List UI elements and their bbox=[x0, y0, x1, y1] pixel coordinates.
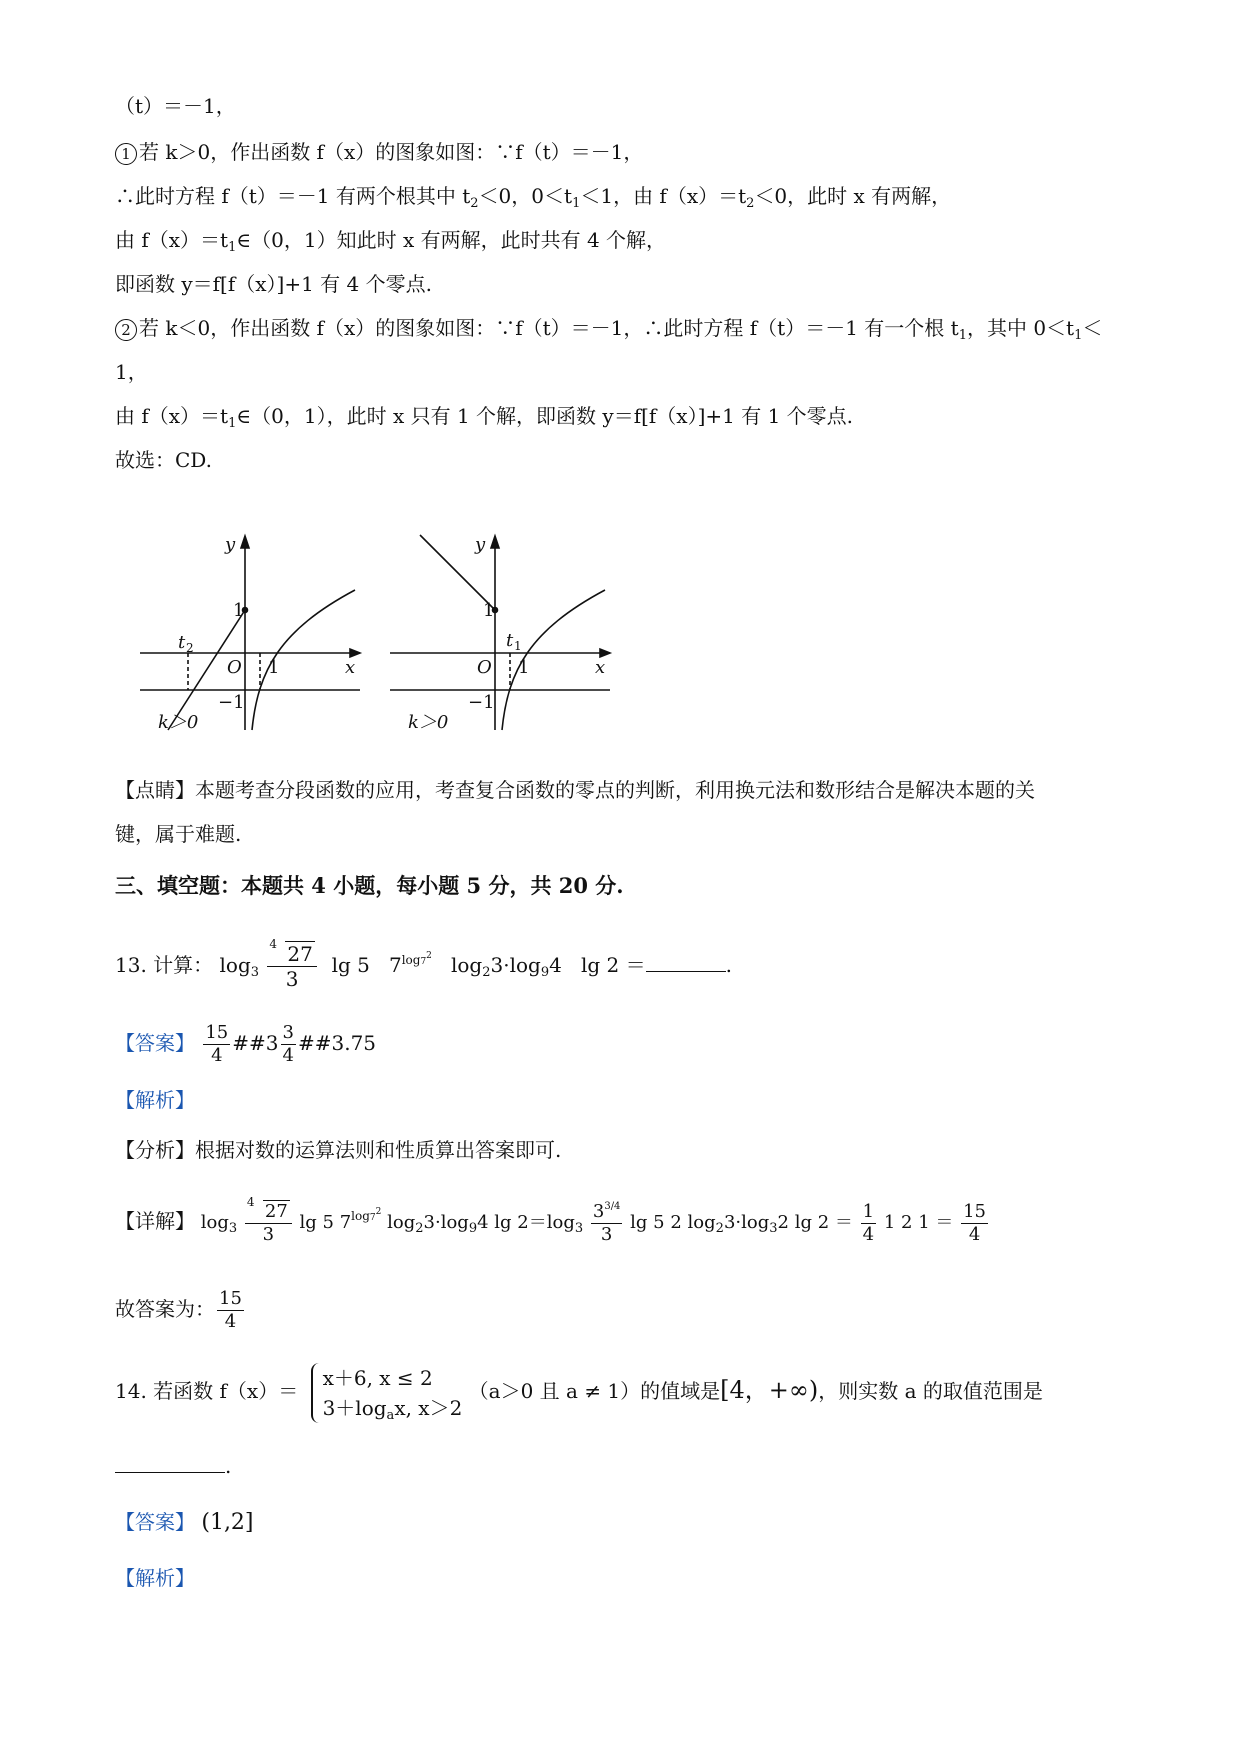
answer-value: (1,2] bbox=[201, 1510, 254, 1535]
numerator bbox=[245, 1194, 292, 1224]
final-13 bbox=[115, 1284, 246, 1334]
question-14 bbox=[115, 1360, 1043, 1423]
x-label: x bbox=[345, 657, 356, 678]
y-arrow-icon bbox=[491, 536, 499, 548]
text: lg 2 bbox=[580, 953, 620, 977]
denominator: 3 bbox=[600, 1223, 613, 1245]
section-heading: 三、填空题：本题共 4 小题，每小题 5 分，共 20 分. bbox=[115, 873, 624, 898]
neg-one-label: −1 bbox=[218, 692, 245, 713]
text: 3·log bbox=[723, 1212, 770, 1233]
text: 1 bbox=[883, 1212, 896, 1233]
line-2 bbox=[115, 138, 643, 166]
text: 3＋log bbox=[322, 1395, 387, 1420]
text: 7 bbox=[369, 1213, 376, 1223]
text: 2 bbox=[375, 1207, 382, 1217]
subscript: 1 bbox=[228, 240, 237, 255]
case-2 bbox=[323, 1393, 463, 1423]
fraction bbox=[961, 1201, 988, 1246]
superscript: 3/4 bbox=[604, 1200, 621, 1212]
fraction bbox=[267, 937, 316, 991]
text: 本题考查分段函数的应用，考查复合函数的零点的判断，利用换元法和数形结合是解决本题的关 bbox=[195, 778, 1035, 802]
text: 即函数 y＝f[f（x）]+1 有 4 个零点. bbox=[115, 272, 432, 296]
answer-tag: 【答案】 bbox=[115, 1510, 195, 1534]
q14-blank-line bbox=[115, 1452, 231, 1480]
subscript: 3 bbox=[250, 965, 260, 980]
text: 2 bbox=[777, 1212, 789, 1233]
text: ＝log bbox=[528, 1212, 575, 1233]
text: 4 bbox=[549, 953, 562, 977]
fenxi-13 bbox=[115, 1136, 561, 1164]
subscript: 3 bbox=[574, 1221, 584, 1236]
case-1: x＋6, x ≤ 2 bbox=[322, 1365, 433, 1390]
text: ＝ bbox=[625, 953, 646, 977]
x-arrow-icon bbox=[350, 649, 360, 657]
text: 2 bbox=[670, 1212, 682, 1233]
denominator: 4 bbox=[282, 1045, 294, 1066]
x-one-label: 1 bbox=[268, 657, 280, 678]
text: log bbox=[200, 1212, 229, 1233]
text: ##3 bbox=[232, 1031, 279, 1055]
text: ，其中 0＜t bbox=[966, 316, 1075, 340]
neg-one-label: −1 bbox=[468, 692, 495, 713]
text: ##3.75 bbox=[297, 1031, 377, 1055]
text: log bbox=[351, 1209, 370, 1223]
subscript: 9 bbox=[468, 1221, 478, 1236]
text: 由 f（x）＝t bbox=[115, 228, 229, 252]
text: log bbox=[450, 953, 483, 977]
text: ＜1，由 f（x）＝t bbox=[580, 184, 747, 208]
x-one-label: 1 bbox=[518, 657, 530, 678]
circled-number: 2 bbox=[115, 319, 137, 341]
text: 根据对数的运算法则和性质算出答案即可. bbox=[195, 1138, 562, 1162]
fraction bbox=[203, 1022, 230, 1067]
subscript: 2 bbox=[715, 1221, 724, 1236]
comment-tag: 【点睛】 bbox=[115, 778, 195, 802]
text: 3·log bbox=[490, 953, 541, 977]
answer-blank[interactable] bbox=[646, 953, 726, 972]
answer-13 bbox=[115, 1018, 376, 1068]
y-label: y bbox=[225, 534, 236, 555]
text: lg 5 bbox=[299, 1212, 334, 1233]
root bbox=[269, 937, 314, 966]
fenxi-tag: 【分析】 bbox=[115, 1138, 195, 1162]
line-5 bbox=[115, 270, 432, 298]
text: 故选：CD. bbox=[115, 448, 212, 472]
denominator: 4 bbox=[211, 1045, 223, 1066]
text: log bbox=[687, 1212, 716, 1233]
line-6 bbox=[115, 314, 1102, 342]
subscript: 9 bbox=[540, 965, 550, 980]
root-index: 4 bbox=[246, 1194, 255, 1209]
numerator bbox=[267, 937, 316, 967]
text: ＜ bbox=[1082, 316, 1103, 340]
text: lg 5 bbox=[331, 953, 370, 977]
text: ，则实数 a 的取值范围是 bbox=[818, 1379, 1043, 1403]
x-label: x bbox=[595, 657, 606, 678]
piecewise-brace bbox=[311, 1363, 463, 1423]
text: lg 5 bbox=[630, 1212, 665, 1233]
t-label: t bbox=[178, 632, 186, 653]
root-index: 4 bbox=[269, 937, 278, 951]
denominator: 4 bbox=[862, 1223, 875, 1245]
range: [4，+∞) bbox=[720, 1376, 819, 1404]
origin-label: O bbox=[477, 657, 492, 678]
y-arrow-icon bbox=[241, 536, 249, 548]
text: ＜0，此时 x 有两解， bbox=[754, 184, 952, 208]
subscript: 1 bbox=[1074, 328, 1083, 343]
text: 故答案为： bbox=[115, 1297, 215, 1321]
text: 若 k＜0，作出函数 f（x）的图象如图：∵f（t）＝－1，∴此时方程 f（t）＝－1 有一个根 t bbox=[139, 316, 959, 340]
text: 1， bbox=[115, 360, 148, 384]
line-4 bbox=[115, 226, 666, 254]
text: 由 f（x）＝t bbox=[115, 404, 229, 428]
text: 3·log bbox=[423, 1212, 469, 1233]
fraction bbox=[281, 1022, 296, 1067]
text: lg 2 bbox=[494, 1212, 529, 1233]
graph-right bbox=[390, 535, 610, 730]
graphs-figure bbox=[130, 530, 690, 760]
text: ∈（0，1），此时 x 只有 1 个解，即函数 y＝f[f（x）]+1 有 1 个零点. bbox=[236, 404, 854, 428]
subscript: 2 bbox=[746, 196, 755, 211]
text: 若 k＞0，作出函数 f（x）的图象如图：∵f（t）＝－1， bbox=[139, 140, 644, 164]
circled-number: 1 bbox=[115, 143, 137, 165]
text: ＜0，0＜t bbox=[478, 184, 573, 208]
t-sub-label: 2 bbox=[186, 641, 194, 655]
y-one-label: 1 bbox=[233, 600, 245, 621]
subscript: 1 bbox=[958, 328, 967, 343]
text: f（x）＝ bbox=[219, 1379, 299, 1403]
answer-14 bbox=[115, 1508, 254, 1537]
subscript: 1 bbox=[572, 196, 581, 211]
denominator: 4 bbox=[224, 1311, 237, 1332]
origin-label: O bbox=[227, 657, 242, 678]
fraction bbox=[217, 1288, 244, 1333]
text: 键，属于难题. bbox=[115, 822, 242, 846]
radicand: 27 bbox=[264, 1200, 288, 1222]
numerator bbox=[591, 1201, 623, 1224]
comment-line-1 bbox=[115, 776, 1035, 804]
y-label: y bbox=[475, 534, 486, 555]
subscript: 2 bbox=[415, 1221, 424, 1236]
text: 7 bbox=[339, 1212, 352, 1233]
jiexi-14: 【解析】 bbox=[115, 1566, 195, 1590]
k-label: k＞0 bbox=[408, 712, 449, 733]
numerator: 3 bbox=[282, 1022, 294, 1043]
line-1 bbox=[115, 92, 236, 120]
subscript: 2 bbox=[482, 965, 491, 980]
comment-line-2 bbox=[115, 820, 241, 848]
text: 3 bbox=[592, 1200, 605, 1222]
text: log bbox=[401, 953, 421, 967]
text: （a＞0 且 a ≠ 1）的值域是 bbox=[468, 1379, 721, 1403]
answer-blank[interactable] bbox=[115, 1454, 225, 1473]
numerator: 15 bbox=[219, 1288, 242, 1309]
text: ∈（0，1）知此时 x 有两解，此时共有 4 个解， bbox=[236, 228, 667, 252]
t-sub-label: 1 bbox=[514, 639, 522, 653]
line-8 bbox=[115, 402, 853, 430]
denominator: 3 bbox=[262, 1223, 275, 1245]
text: . bbox=[225, 1454, 232, 1478]
q-number: 13. 计算： bbox=[115, 953, 214, 977]
k-label: k＞0 bbox=[158, 712, 199, 733]
q-number: 14. 若函数 bbox=[115, 1379, 214, 1403]
numerator: 15 bbox=[205, 1022, 229, 1043]
fraction bbox=[591, 1201, 623, 1246]
numerator: 1 bbox=[862, 1200, 875, 1222]
denominator: 4 bbox=[968, 1223, 981, 1245]
subscript: 3 bbox=[769, 1221, 778, 1236]
text: 7 bbox=[420, 957, 427, 967]
y-one-label: 1 bbox=[483, 600, 495, 621]
subscript: 1 bbox=[228, 416, 237, 431]
text: 4 bbox=[477, 1212, 489, 1233]
detail-tag: 【详解】 bbox=[115, 1209, 195, 1233]
line-3 bbox=[115, 182, 951, 210]
question-13 bbox=[115, 937, 732, 991]
fraction bbox=[861, 1201, 876, 1246]
root bbox=[246, 1194, 290, 1223]
numerator: 15 bbox=[963, 1200, 987, 1222]
text: 2 bbox=[901, 1212, 913, 1233]
line-7 bbox=[115, 358, 148, 386]
text: 2 bbox=[426, 951, 432, 961]
denominator: 3 bbox=[285, 967, 299, 991]
text: x, x＞2 bbox=[394, 1395, 463, 1420]
jiexi-13: 【解析】 bbox=[115, 1088, 195, 1112]
subscript: 2 bbox=[470, 196, 479, 211]
text: . bbox=[725, 953, 732, 977]
t-label: t bbox=[506, 630, 514, 651]
radicand: 27 bbox=[287, 942, 313, 966]
line-9 bbox=[115, 446, 212, 474]
x-arrow-icon bbox=[600, 649, 610, 657]
answer-tag: 【答案】 bbox=[115, 1031, 195, 1055]
text: （t）＝－1， bbox=[115, 94, 236, 118]
text: 1 ＝ bbox=[918, 1212, 954, 1233]
subscript: 3 bbox=[228, 1221, 238, 1236]
text: 7 bbox=[388, 953, 402, 977]
text: log bbox=[387, 1212, 416, 1233]
text: lg 2 ＝ bbox=[794, 1212, 853, 1233]
detail-13 bbox=[115, 1196, 990, 1248]
graph-left bbox=[140, 536, 360, 730]
text: log bbox=[219, 953, 251, 977]
fraction bbox=[245, 1194, 292, 1246]
subscript: a bbox=[386, 1407, 395, 1423]
text: ∴此时方程 f（t）＝－1 有两个根其中 t bbox=[115, 184, 471, 208]
